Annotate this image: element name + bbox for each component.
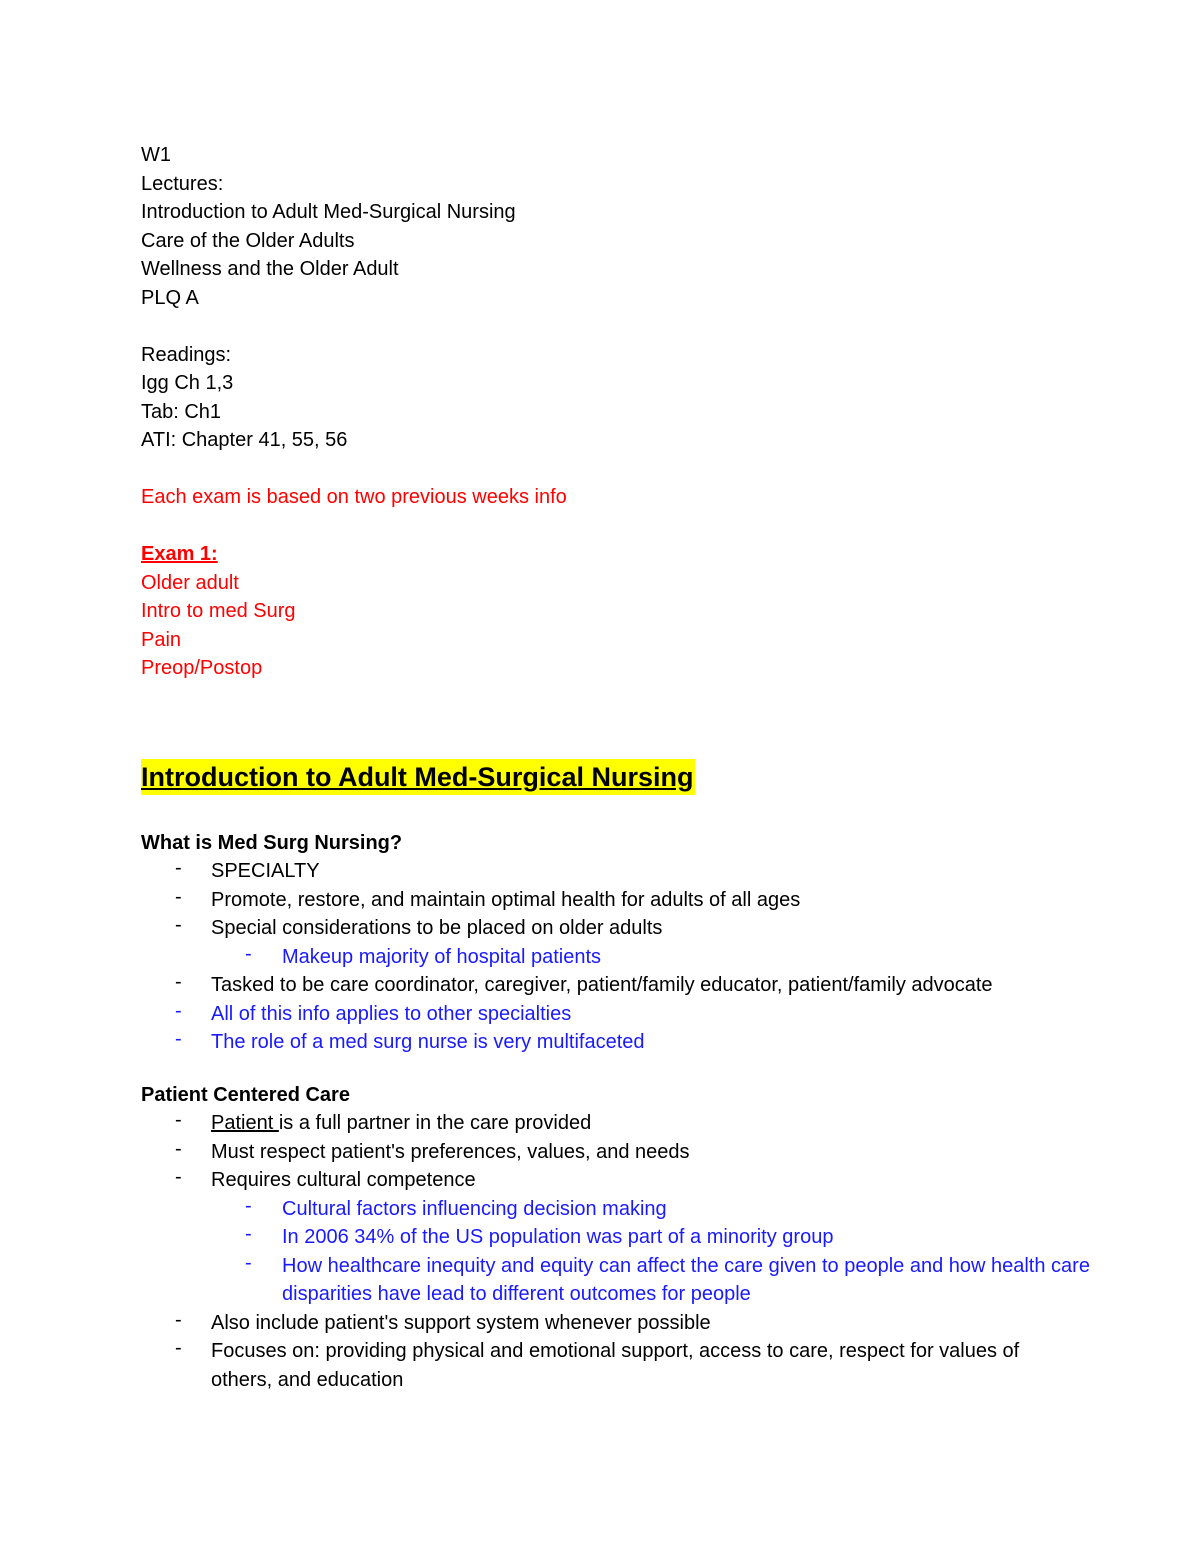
exam-topic: Pain [141, 628, 182, 651]
bullet-item [141, 1028, 1101, 1057]
bullet-dash: - [175, 1337, 182, 1359]
bullet-text: Makeup majority of hospital patients [282, 945, 602, 968]
exam-topic: Intro to med Surg [141, 600, 296, 622]
lecture-item: Care of the Older Adults [141, 229, 355, 252]
readings-label: Readings: [141, 343, 232, 366]
blank-line [141, 312, 1101, 341]
bullet-text: Cultural factors influencing decision making [282, 1197, 667, 1220]
bullet-item [141, 1000, 1101, 1029]
bullet-dash: - [175, 914, 182, 936]
bullet-text: Tasked to be care coordinator, caregiver, patient/family educator, patient/family advocate [211, 974, 993, 996]
bullet-item [141, 1337, 1071, 1394]
week-label: W1 [141, 144, 171, 166]
reading-item: ATI: Chapter 41, 55, 56 [141, 429, 348, 451]
bullet-text: How healthcare inequity and equity can affect the care given to people and how health care disparities have lead to different outcomes for people [282, 1254, 1090, 1305]
blank-line [141, 455, 1101, 484]
bullet-item [141, 1166, 1101, 1195]
exam-topic: Older adult [141, 571, 239, 594]
bullet-text: Special considerations to be placed on older adults [211, 917, 663, 939]
lecture-item: Introduction to Adult Med-Surgical Nursing [141, 201, 516, 223]
bullet-dash: - [175, 857, 182, 879]
sub-bullet-item [141, 1195, 1101, 1224]
lecture-item: Wellness and the Older Adult [141, 258, 399, 280]
bullet-dash: - [245, 1194, 252, 1217]
bullet-item [141, 914, 1101, 943]
blank-line [141, 512, 1101, 541]
reading-item: Igg Ch 1,3 [141, 372, 234, 394]
bullet-dash: - [175, 1166, 182, 1188]
bullet-item [141, 971, 1101, 1000]
bullet-item [141, 1309, 1101, 1338]
bullet-item [141, 1138, 1101, 1167]
section-heading-wrap [141, 759, 1101, 803]
subheading-what-is: What is Med Surg Nursing? [141, 831, 403, 854]
bullet-dash: - [175, 999, 182, 1022]
exam-label: Exam 1: [141, 543, 218, 565]
bullet-text: The role of a med surg nurse is very multifaceted [211, 1031, 645, 1053]
reading-item: Tab: Ch1 [141, 400, 222, 423]
lectures-label: Lectures: [141, 172, 224, 195]
bullet-item [141, 857, 1101, 886]
sub-bullet-item [141, 1252, 1182, 1309]
bullet-text-rest: is a full partner in the care provided [278, 1112, 592, 1134]
bullet-dash: - [175, 1308, 182, 1331]
bullet-dash: - [175, 971, 182, 993]
bullet-item [141, 1109, 1101, 1138]
bullet-text: Also include patient's support system whenever possible [211, 1311, 711, 1334]
sub-bullet-item [141, 943, 1101, 972]
bullet-text [211, 1109, 1101, 1138]
bullet-dash: - [175, 885, 182, 908]
sub-bullet-item [141, 1223, 1101, 1252]
bullet-text: In 2006 34% of the US population was part of a minority group [282, 1226, 834, 1248]
exam-note: Each exam is based on two previous weeks info [141, 486, 567, 508]
bullet-text: Promote, restore, and maintain optimal health for adults of all ages [211, 888, 801, 911]
document-content [141, 141, 1101, 1394]
underlined-word: Patient [211, 1112, 279, 1134]
bullet-dash: - [175, 1137, 182, 1160]
bullet-dash: - [245, 1251, 252, 1274]
bullet-dash: - [175, 1109, 182, 1131]
bullet-item [141, 886, 1101, 915]
bullet-text: Focuses on: providing physical and emotional support, access to care, respect for values of others, and education [211, 1340, 1020, 1391]
exam-topic: Preop/Postop [141, 657, 263, 679]
bullet-dash: - [245, 942, 252, 965]
bullet-dash: - [175, 1028, 182, 1050]
bullet-text: SPECIALTY [211, 860, 320, 882]
bullet-text: All of this info applies to other specialties [211, 1002, 572, 1025]
subheading-patient-centered-care: Patient Centered Care [141, 1083, 350, 1106]
bullet-text: Must respect patient's preferences, values, and needs [211, 1140, 690, 1163]
lecture-item: PLQ A [141, 286, 199, 309]
bullet-text: Requires cultural competence [211, 1169, 476, 1191]
bullet-dash: - [245, 1223, 252, 1245]
section-heading: Introduction to Adult Med-Surgical Nursing [141, 759, 695, 795]
